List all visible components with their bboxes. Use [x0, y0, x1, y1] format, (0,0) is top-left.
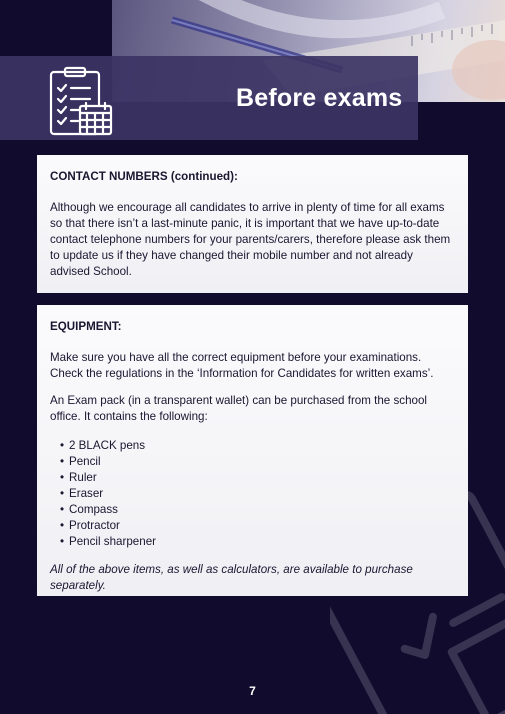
contact-numbers-heading: CONTACT NUMBERS (continued):: [50, 170, 238, 183]
list-item: • Pencil sharpener: [61, 534, 456, 550]
exam-pack-list: [61, 438, 456, 550]
equipment-heading: EQUIPMENT:: [50, 320, 122, 333]
page-title: Before exams: [236, 84, 403, 112]
equipment-paragraph: An Exam pack (in a transparent wallet) can be purchased from the school office. It contains the following:: [50, 394, 427, 423]
purchase-note: All of the above items, as well as calculators, are available to purchase separately.: [50, 563, 413, 592]
list-item: • 2 BLACK pens: [61, 438, 456, 454]
list-item: • Ruler: [61, 470, 456, 486]
list-item: • Pencil: [61, 454, 456, 470]
page-number: 7: [249, 684, 256, 698]
clipboard-checklist-calendar-icon: [48, 66, 114, 138]
list-item: • Eraser: [61, 486, 456, 502]
equipment-card: [37, 305, 468, 596]
list-item: • Protractor: [61, 518, 456, 534]
list-item: • Compass: [61, 502, 456, 518]
equipment-paragraph: Make sure you have all the correct equipment before your examinations. Check the regulations in the ‘Information for Candidates for written exams’.: [50, 351, 434, 380]
contact-numbers-card: [37, 155, 468, 293]
contact-numbers-text: Although we encourage all candidates to arrive in plenty of time for all exams so that there isn’t a last-minute panic, it is important that we have up-to-date contact telephone numbers for your parents/carers, therefore please ask them to update us if they have changed their mobile number and not already advised School.: [50, 201, 451, 278]
